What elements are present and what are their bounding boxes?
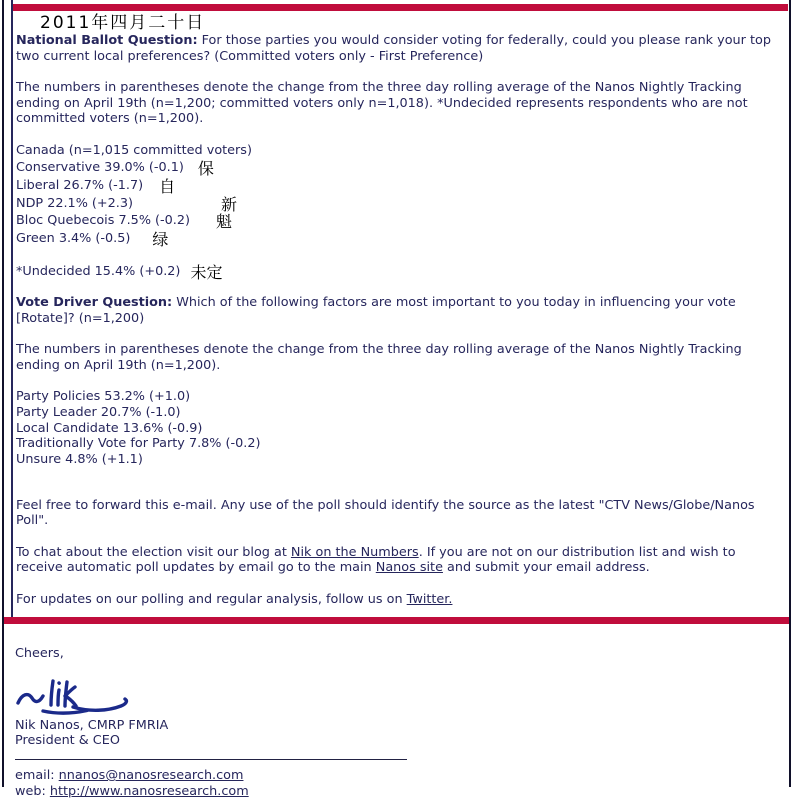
poll-row-text: NDP 22.1% (+2.3) xyxy=(16,195,133,211)
twitter-paragraph xyxy=(16,592,782,608)
email-label: email: xyxy=(15,768,59,784)
signature-divider xyxy=(15,759,407,760)
blog-text-pre: To chat about the election visit our blog at xyxy=(16,544,291,560)
driver-row-policies: Party Policies 53.2% (+1.0) xyxy=(16,389,191,405)
vote-driver-question-paragraph xyxy=(16,295,782,326)
outer-left-border xyxy=(2,0,4,787)
blog-text-post: and submit your email address. xyxy=(442,560,650,576)
poll-row-text: *Undecided 15.4% (+0.2) xyxy=(16,264,181,280)
twitter-link[interactable]: Twitter. xyxy=(406,591,453,607)
email-line xyxy=(15,768,785,784)
twitter-text-pre: For updates on our polling and regular analysis, follow us on xyxy=(16,591,407,607)
driver-row-tradition: Traditionally Vote for Party 7.8% (-0.2) xyxy=(16,436,261,452)
bottom-accent-bar xyxy=(4,617,789,624)
vote-driver-methodology-note: The numbers in parentheses denote the change from the three day rolling average of the Nanos Nightly Tracking ending on April 19th (n=1,200). xyxy=(16,342,742,374)
ballot-question-paragraph xyxy=(16,33,782,64)
poll-row-green xyxy=(16,229,782,250)
forward-note: Feel free to forward this e-mail. Any use of the poll should identify the source as the latest "CTV News/Globe/Nanos Poll". xyxy=(16,497,755,529)
cheers-text: Cheers, xyxy=(15,646,64,661)
cjk-annotation-green: 绿 xyxy=(152,230,169,250)
web-link[interactable]: http://www.nanosresearch.com xyxy=(49,783,249,799)
email-link[interactable]: nnanos@nanosresearch.com xyxy=(58,768,244,784)
date-heading: 2011年四月二十日 xyxy=(40,13,206,33)
poll-row-undecided xyxy=(16,262,782,283)
handwritten-signature xyxy=(15,678,137,716)
driver-row-candidate: Local Candidate 13.6% (-0.9) xyxy=(16,420,203,436)
poll-row-text: Bloc Quebecois 7.5% (-0.2) xyxy=(16,213,191,229)
vote-driver-question-text: Which of the following factors are most important to you today in influencing your vote [Rotate]? (n=1,200) xyxy=(16,295,736,327)
poll-row-text: Green 3.4% (-0.5) xyxy=(16,231,131,247)
vote-driver-question-label: Vote Driver Question: xyxy=(16,295,173,311)
signature-title: President & CEO xyxy=(15,733,120,749)
blog-paragraph xyxy=(16,545,782,576)
signature-block xyxy=(15,646,785,800)
ballot-methodology-note: The numbers in parentheses denote the change from the three day rolling average of the Nanos Nightly Tracking ending on April 19th (n=1,200; committed voters only n=1,018). *Undecided represents respondents who are not committed voters (n=1,200). xyxy=(16,79,748,127)
outer-right-border xyxy=(789,0,791,787)
poll-row-bloc xyxy=(16,211,782,232)
blog-link[interactable]: Nik on the Numbers xyxy=(290,544,419,560)
signature-name: Nik Nanos, CMRP FMRIA xyxy=(15,717,169,733)
web-line xyxy=(15,784,785,800)
ballot-question-label: National Ballot Question: xyxy=(16,33,198,48)
vote-driver-results-block xyxy=(16,389,782,468)
poll-row-text: Liberal 26.7% (-1.7) xyxy=(16,177,144,193)
poll-row-liberal xyxy=(16,176,782,194)
ballot-question-text: For those parties you would consider voting for federally, could you please rank your top two current local preferences? (Committed voters only - First Preference) xyxy=(16,33,771,64)
poll-row-text: Conservative 39.0% (-0.1) xyxy=(16,160,184,176)
cjk-annotation-ndp: 新 xyxy=(221,194,238,214)
blog-text-mid: . If you are not on our distribution list and wish to receive automatic poll updates by email go to the main xyxy=(16,544,736,576)
driver-row-unsure: Unsure 4.8% (+1.1) xyxy=(16,452,143,468)
driver-row-leader: Party Leader 20.7% (-1.0) xyxy=(16,404,181,420)
cjk-annotation-bloc: 魁 xyxy=(216,212,233,232)
ballot-results-block xyxy=(16,142,782,250)
cjk-annotation-liberal: 自 xyxy=(159,176,176,196)
quote-left-border xyxy=(11,0,13,617)
top-accent-bar xyxy=(13,4,788,11)
cjk-annotation-conservative: 保 xyxy=(197,159,214,179)
email-body xyxy=(16,13,782,607)
web-label: web: xyxy=(15,783,50,799)
cjk-annotation-undecided: 未定 xyxy=(190,263,223,283)
poll-row-ndp xyxy=(16,194,782,212)
poll-row-conservative xyxy=(16,158,782,179)
poll-region-header: Canada (n=1,015 committed voters) xyxy=(16,142,252,158)
nanos-site-link[interactable]: Nanos site xyxy=(375,560,443,576)
